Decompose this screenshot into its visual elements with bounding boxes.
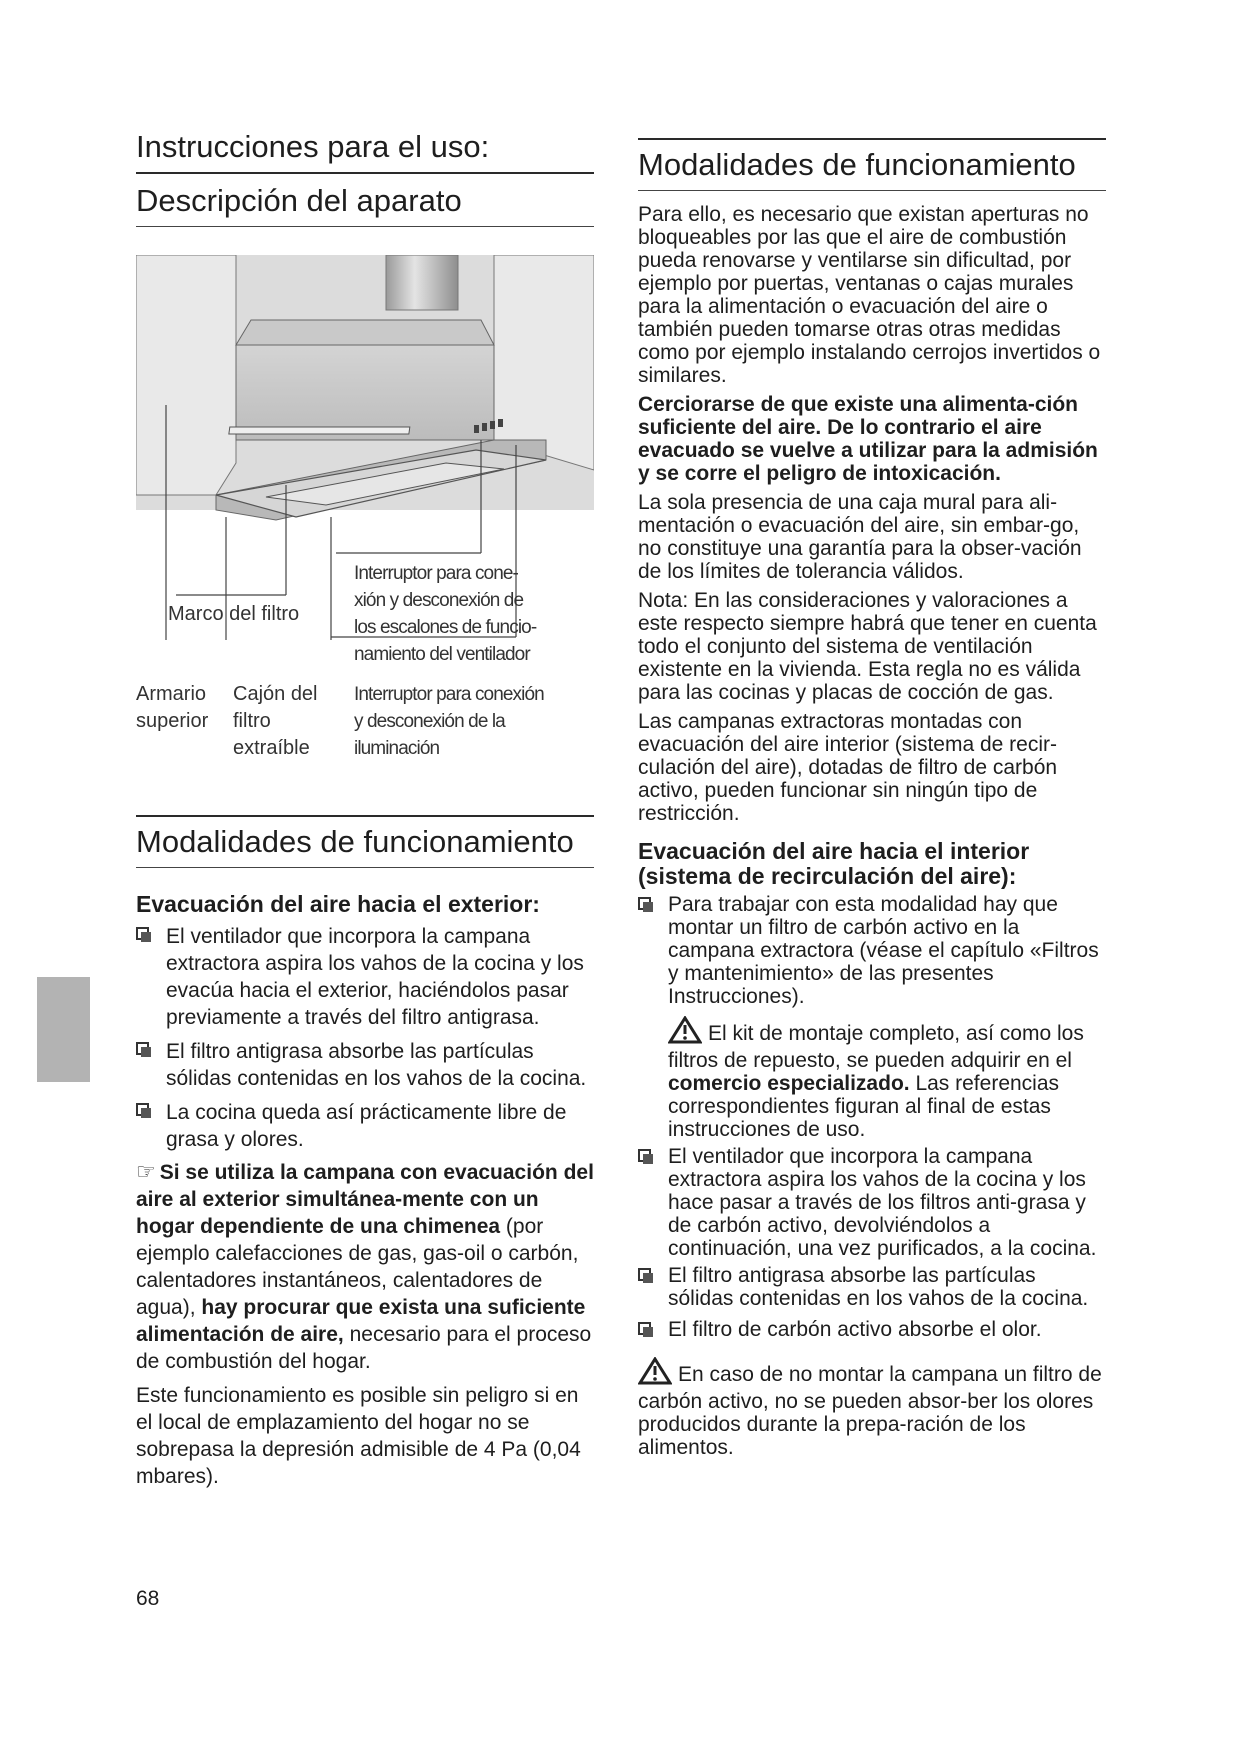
chapter-tab — [37, 977, 90, 1082]
warning-kit-montaje: El kit de montaje completo, así como los filtros de repuesto, se pueden adquirir en el comercio especializado. Las referencias correspondientes figuran al final de estas instrucciones de uso. — [638, 1016, 1106, 1141]
right-column — [638, 138, 1106, 1459]
warning-paragraph-bold: Cerciorarse de que existe una alimenta-ción suficiente del aire. De lo contrario el aire evacuado se vuelve a utilizar para la admisión y se corre el peligro de intoxicación. — [638, 393, 1098, 485]
bullet-item: El filtro de carbón activo absorbe el olor. — [638, 1318, 1106, 1341]
warning-triangle-icon — [668, 1016, 702, 1049]
checkbox-bullet-icon — [136, 1103, 149, 1116]
light-lens — [229, 427, 410, 434]
hood-front — [236, 345, 494, 440]
label-cajon-filtro: Cajón del filtro extraíble — [233, 683, 318, 759]
bullet-item: La cocina queda así prácticamente libre de grasa y olores. — [136, 1099, 594, 1153]
paragraph-caja-mural: La sola presencia de una caja mural para ali-mentación o evacuación del aire, sin embar-go, no constituye una garantía para la obser-vación de los límites de tolerancia válidos. — [638, 491, 1082, 583]
armario-right — [494, 255, 594, 470]
hood-top — [236, 320, 494, 345]
section-title-modalidades: Modalidades de funcionamiento — [136, 815, 594, 868]
manual-title: Instrucciones para el uso: — [136, 128, 594, 174]
paragraph-nota: Nota: En las consideraciones y valoraciones a este respecto siempre habrá que tener en cuenta todo el conjunto del sistema de ventilación existente en la vivienda. Esta regla no es válida para las cocinas y placas de cocción de gas. — [638, 589, 1097, 704]
checkbox-bullet-icon — [638, 1268, 651, 1281]
label-interruptor-iluminacion: Interruptor para conexión y desconexión de la iluminación — [354, 684, 544, 759]
paragraph-depresion: Este funcionamiento es posible sin peligro si en el local de emplazamiento del hogar no se sobrepasa la depresión admisible de 4 Pa (0,04 mbares). — [136, 1384, 581, 1488]
left-column — [136, 128, 594, 1490]
note-chimenea: ☞ Si se utiliza la campana con evacuación del aire al exterior simultánea-mente con un hogar dependiente de una chimenea (por ejemplo calefacciones de gas, gas-oil o carbón, calentadores instantáneos, calentadores de agua), hay procurar que exista una suficiente alimentación de aire, necesario para el proceso de combustión del hogar. — [136, 1160, 594, 1373]
paragraph-recirculacion: Las campanas extractoras montadas con evacuación del aire interior (sistema de recir-culación del aire), dotadas de filtro de carbón activo, pueden funcionar sin ningún tipo de restricción. — [638, 710, 1058, 825]
armario-left — [136, 255, 236, 495]
bullet-item: El filtro antigrasa absorbe las partículas sólidas contenidas en los vahos de la cocina. — [136, 1038, 594, 1092]
label-armario-superior: Armario superior — [136, 683, 209, 732]
chimney — [386, 255, 458, 310]
checkbox-bullet-icon — [136, 927, 149, 940]
section-title-descripcion: Descripción del aparato — [136, 182, 594, 227]
bullet-item: El ventilador que incorpora la campana extractora aspira los vahos de la cocina y los evacúa hacia el exterior, haciéndolos pasar previamente a través del filtro antigrasa. — [136, 923, 594, 1031]
checkbox-bullet-icon — [136, 1042, 149, 1055]
checkbox-bullet-icon — [638, 1149, 651, 1162]
page-number: 68 — [136, 1587, 160, 1610]
appliance-diagram — [136, 255, 594, 815]
warning-triangle-icon — [638, 1357, 672, 1390]
pointing-hand-icon: ☞ — [136, 1160, 156, 1185]
subheading-interior: Evacuación del aire hacia el interior (sistema de recirculación del aire): — [638, 838, 1030, 889]
paragraph-aperturas: Para ello, es necesario que existan aperturas no bloqueables por las que el aire de combustión pueda renovarse y ventilarse sin dificultad, por ejemplo por puertas, ventanas o cajas murales para la alimentación o evacuación del aire o también pueden tomarse otras otras medidas como por ejemplo instalando cerrojos invertidos o similares. — [638, 203, 1101, 387]
bullet-item: Para trabajar con esta modalidad hay que montar un filtro de carbón activo en la campana extractora (véase el capítulo «Filtros y mantenimiento» de las presentes Instrucciones). — [638, 893, 1106, 1008]
bullet-item: El ventilador que incorpora la campana extractora aspira los vahos de la cocina y los hace pasar a través de los filtros anti-grasa y de carbón activo, devolviéndolos a continuación, una vez purificados, a la cocina. — [638, 1145, 1106, 1260]
label-marco-filtro: Marco del filtro — [168, 603, 300, 625]
subheading-exterior: Evacuación del aire hacia el exterior: — [136, 891, 540, 917]
checkbox-bullet-icon — [638, 1322, 651, 1335]
warning-carbon-activo: En caso de no montar la campana un filtro de carbón activo, no se pueden absor-ber los olores producidos durante la prepa-ración de los alimentos. — [638, 1357, 1106, 1459]
bullet-item: El filtro antigrasa absorbe las partículas sólidas contenidas en los vahos de la cocina. — [638, 1264, 1106, 1310]
checkbox-bullet-icon — [638, 897, 651, 910]
label-interruptor-ventilador: Interruptor para cone- xión y desconexión de los escalones de funcio- namiento del ventilador — [354, 563, 537, 665]
section-title-modalidades-cont: Modalidades de funcionamiento — [638, 138, 1106, 191]
